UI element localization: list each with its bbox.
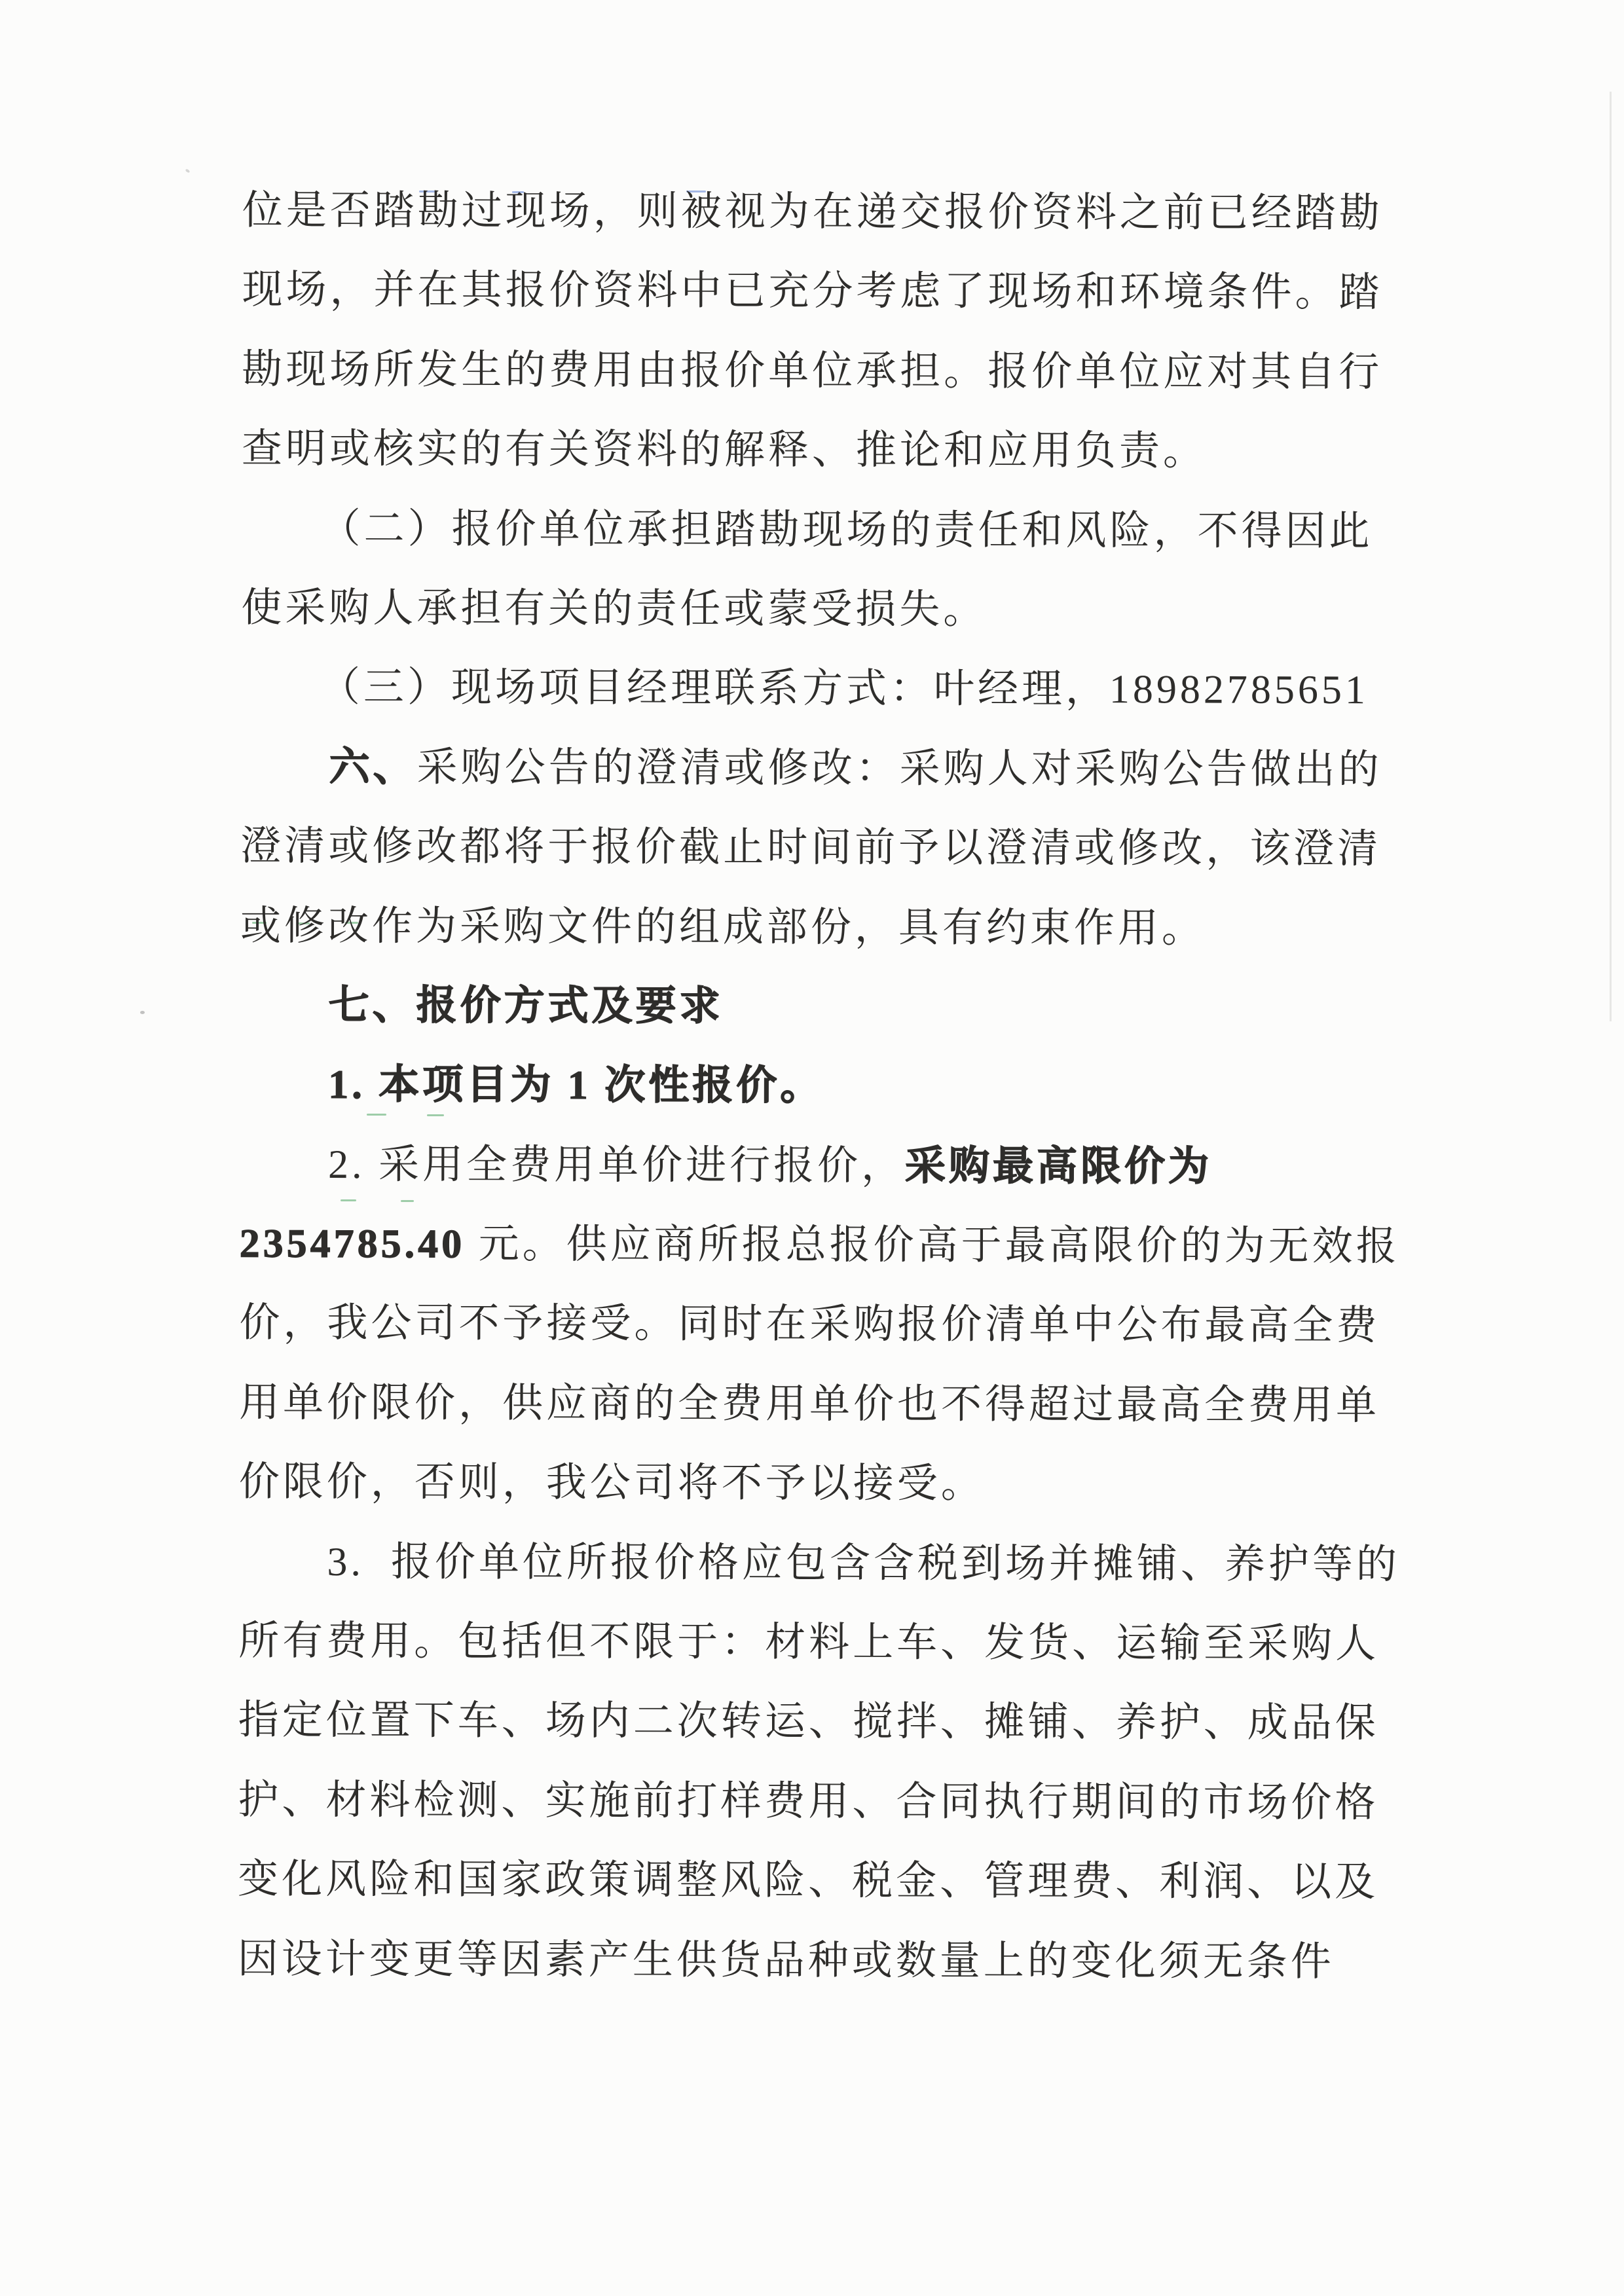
text-line [241,569,1393,651]
text-line [242,330,1394,412]
bold-text-segment: 2354785.40 [239,1221,466,1267]
text-line [238,1602,1391,1685]
bold-text-segment: 1. 本项目为 1 次性报价。 [328,1063,824,1109]
text-segment: 或修改作为采购文件的组成部份，具有约束作用。 [240,903,1206,951]
text-segment: 使采购人承担有关的责任或蒙受损失。 [241,585,987,632]
text-line [241,489,1393,572]
text-line [242,410,1394,492]
text-line [241,648,1393,731]
text-line [238,1920,1390,2002]
text-segment: 价，我公司不予接受。同时在采购报价清单中公布最高全费 [239,1301,1380,1349]
text-segment: 3. 报价单位所报价格应包含含税到场并摊铺、养护等的 [327,1539,1401,1587]
text-segment: 用单价限价，供应商的全费用单价也不得超过最高全费用单 [238,1380,1380,1429]
text-segment: 指定位置下车、场内二次转运、搅拌、摊铺、养护、成品保 [238,1698,1379,1746]
text-line [240,727,1393,810]
text-line [239,1364,1392,1446]
text-line [239,1205,1400,1287]
text-segment: 变化风险和国家政策调整风险、税金、管理费、利润、以及 [238,1857,1379,1905]
text-segment: 元。供应商所报总报价高于最高限价的为无效报 [465,1222,1400,1269]
text-line [238,1681,1391,1764]
text-segment: （三）现场项目经理联系方式：叶经理，18982785651 [319,665,1369,713]
text-line [238,1761,1390,1844]
text-line [239,1443,1392,1525]
bold-text-segment: 七、报价方式及要求 [328,983,724,1029]
text-segment: 2. 采用全费用单价进行报价， [327,1142,906,1189]
text-segment: 现场，并在其报价资料中已充分考虑了现场和环境条件。踏 [242,268,1383,316]
text-segment: 位是否踏勘过现场，则被视为在递交报价资料之前已经踏勘 [242,188,1383,236]
scan-edge-shadow [1610,92,1612,1021]
bold-text-segment: 六、 [329,744,417,790]
text-segment: 采购公告的澄清或修改：采购人对采购公告做出的 [416,745,1382,792]
text-segment: 所有费用。包括但不限于：材料上车、发货、运输至采购人 [238,1618,1380,1667]
text-segment: 因设计变更等因素产生供货品种或数量上的变化须无条件 [237,1937,1335,1984]
text-segment: 勘现场所发生的费用由报价单位承担。报价单位应对其自行 [242,347,1383,395]
text-segment: 澄清或修改都将于报价截止时间前予以澄清或修改，该澄清 [240,824,1382,872]
text-segment: 查明或核实的有关资料的解释、推论和应用负责。 [241,426,1207,474]
text-line [240,886,1393,969]
text-line [238,1522,1401,1605]
text-line [240,966,1393,1049]
document-body [237,172,1401,2003]
text-line [242,172,1395,254]
text-segment: 护、材料检测、实施前打样费用、合同执行期间的市场价格 [238,1777,1379,1826]
scan-speckle [185,168,190,173]
text-line [240,1125,1392,1207]
text-segment: 价限价，否则，我公司将不予以接受。 [238,1459,985,1506]
text-line [240,807,1393,890]
bold-text-segment: 采购最高限价为 [904,1144,1213,1190]
scan-speckle [140,1011,145,1014]
text-line [239,1284,1392,1366]
text-line [242,251,1394,333]
text-line [240,1046,1392,1128]
text-line [238,1840,1390,1923]
text-segment: （二）报价单位承担踏勘现场的责任和风险，不得因此 [320,506,1373,554]
